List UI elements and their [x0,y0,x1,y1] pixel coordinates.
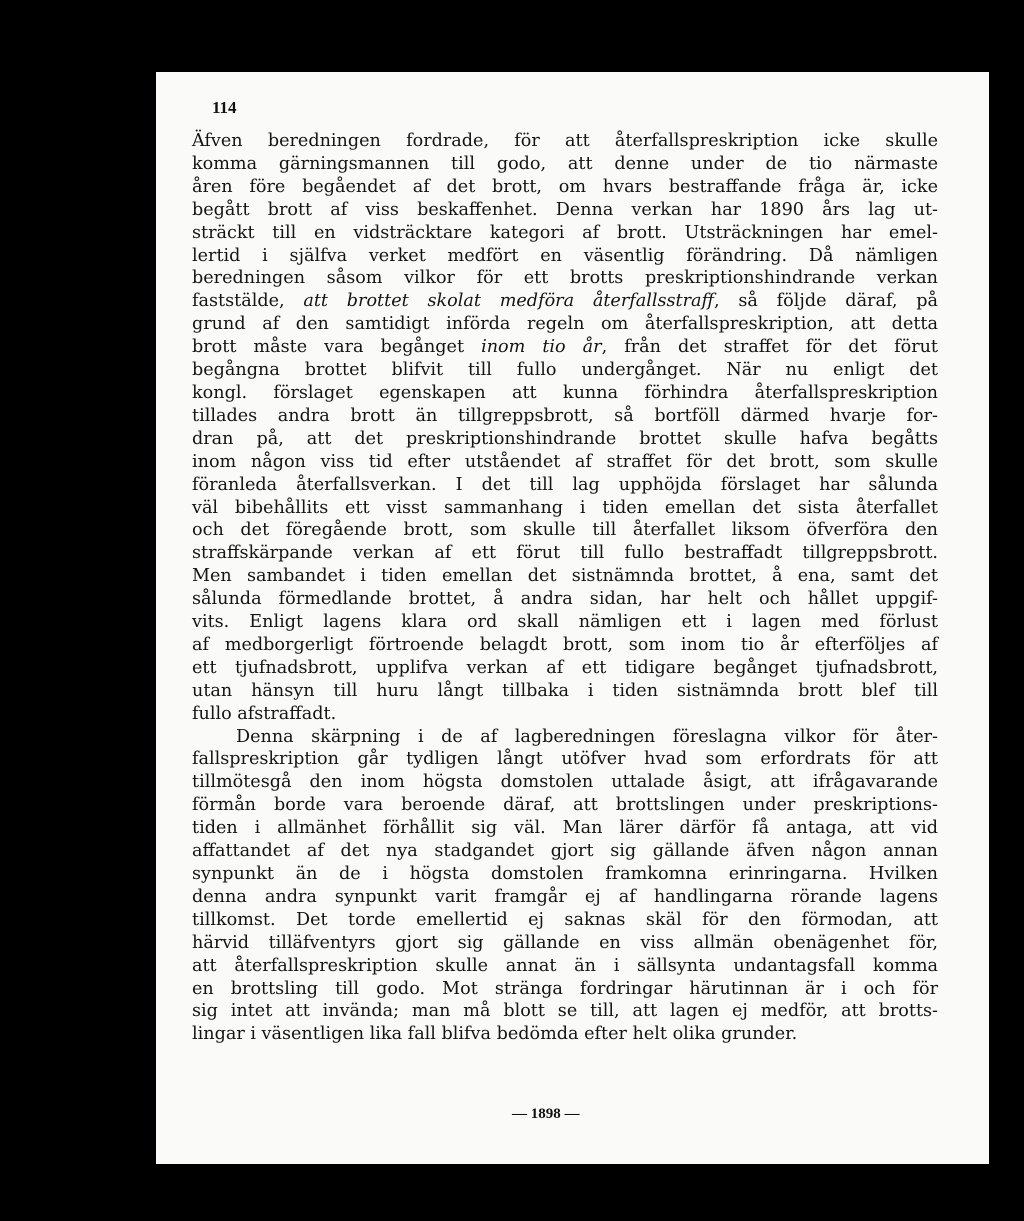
text-line: åren före begåendet af det brott, om hvars bestraffande fråga är, icke [192,176,938,197]
text-line: affattandet af det nya stadgandet gjort sig gällande äfven någon annan [192,841,938,862]
text-line: af medborgerligt förtroende belagdt brott, som inom tio år efterföljes af [192,634,938,655]
body-text [192,130,938,1046]
text-line: härvid tilläfventyrs gjort sig gällande en viss allmän obenägenhet för, [192,932,938,953]
text-line: sig intet att invända; man må blott se till, att lagen ej medför, att brotts- [192,1001,938,1022]
text-line: synpunkt än de i högsta domstolen framkomna erinringarna. Hvilken [192,864,938,884]
paragraph-2 [192,726,938,1047]
text-line: fallspreskription går tydligen långt utöfver hvad som erfordrats för att [192,749,938,770]
text-line: tillkomst. Det torde emellertid ej saknas skäl för den förmodan, att [192,909,938,930]
text-line: tillmötesgå den inom högsta domstolen uttalade åsigt, att ifrågavarande [192,772,938,793]
text-line: Denna skärpning i de af lagberedningen föreslagna vilkor för åter- [236,726,938,747]
text-line: Äfven beredningen fordrade, för att återfallspreskription icke skulle [192,131,938,151]
text-line: tiden i allmänhet förhållit sig väl. Man lärer därför få antaga, att vid [192,818,938,839]
text-line: lertid i själfva verket medfört en väsentlig förändring. Då nämligen [192,245,938,266]
text-line: lingar i väsentligen lika fall blifva bedömda efter helt olika grunder. [192,1024,798,1045]
text-line: grund af den samtidigt införda regeln om återfallspreskription, att detta [192,314,938,335]
text-line: denna andra synpunkt varit framgår ej af handlingarna rörande lagens [192,886,938,907]
text-line: komma gärningsmannen till godo, att denne under de tio närmaste [192,153,938,174]
text-line: och det föregående brott, som skulle till återfallet liksom öfverföra den [192,520,938,541]
text-line: faststälde, att brottet skolat medföra återfallsstraff, så följde däraf, på [192,291,938,312]
text-line: beredningen såsom vilkor för ett brotts preskriptionshindrande verkan [192,268,938,289]
text-line: sträckt till en vidsträcktare kategori af brott. Utsträckningen har emel- [192,222,938,243]
text-line: väl bibehållits ett visst sammanhang i tiden emellan det sista återfallet [192,497,938,518]
text-line: begångna brottet blifvit till fullo undergånget. När nu enligt det [192,360,938,381]
emphasis: att brottet skolat medföra återfallsstraff [303,291,714,312]
text-line: brott måste vara begånget inom tio år, från det straffet för det förut [192,337,939,358]
text-line: Men sambandet i tiden emellan det sistnämnda brottet, å ena, samt det [192,566,938,587]
text-line: dran på, att det preskriptionshindrande brottet skulle hafva begåtts [192,428,938,449]
text-line: förmån borde vara beroende däraf, att brottslingen under preskriptions- [192,795,938,816]
paragraph-1 [192,130,938,726]
text-line: en brottsling till godo. Mot stränga fordringar härutinnan är i och för [192,978,938,999]
text-line: tillades andra brott än tillgreppsbrott, så bortföll därmed hvarje for- [192,405,938,426]
text-line: sålunda förmedlande brottet, å andra sidan, har helt och hållet uppgif- [192,589,938,610]
text-line: fullo afstraffadt. [192,703,337,724]
text-line: ett tjufnadsbrott, upplifva verkan af ett tidigare begånget tjufnadsbrott, [192,657,938,678]
emphasis: inom tio år [481,337,602,358]
page-number: 114 [212,98,237,117]
text-line: inom någon viss tid efter utståendet af straffet för det brott, som skulle [192,451,938,472]
text-line: straffskärpande verkan af ett förut till fullo bestraffadt tillgreppsbrott. [192,543,938,564]
text-line: utan hänsyn till huru långt tillbaka i tiden sistnämnda brott blef till [192,680,938,701]
text-line: vits. Enligt lagens klara ord skall nämligen ett i lagen med förlust [192,612,938,633]
printer-mark: — 1898 — [512,1106,580,1122]
text-line: kongl. förslaget egenskapen att kunna förhindra återfallspreskription [192,382,938,403]
text-line: föranleda återfallsverkan. I det till lag upphöjda förslaget har sålunda [192,474,938,495]
text-line: begått brott af viss beskaffenhet. Denna verkan har 1890 års lag ut- [192,199,938,220]
text-line: att återfallspreskription skulle annat än i sällsynta undantagsfall komma [192,955,938,976]
